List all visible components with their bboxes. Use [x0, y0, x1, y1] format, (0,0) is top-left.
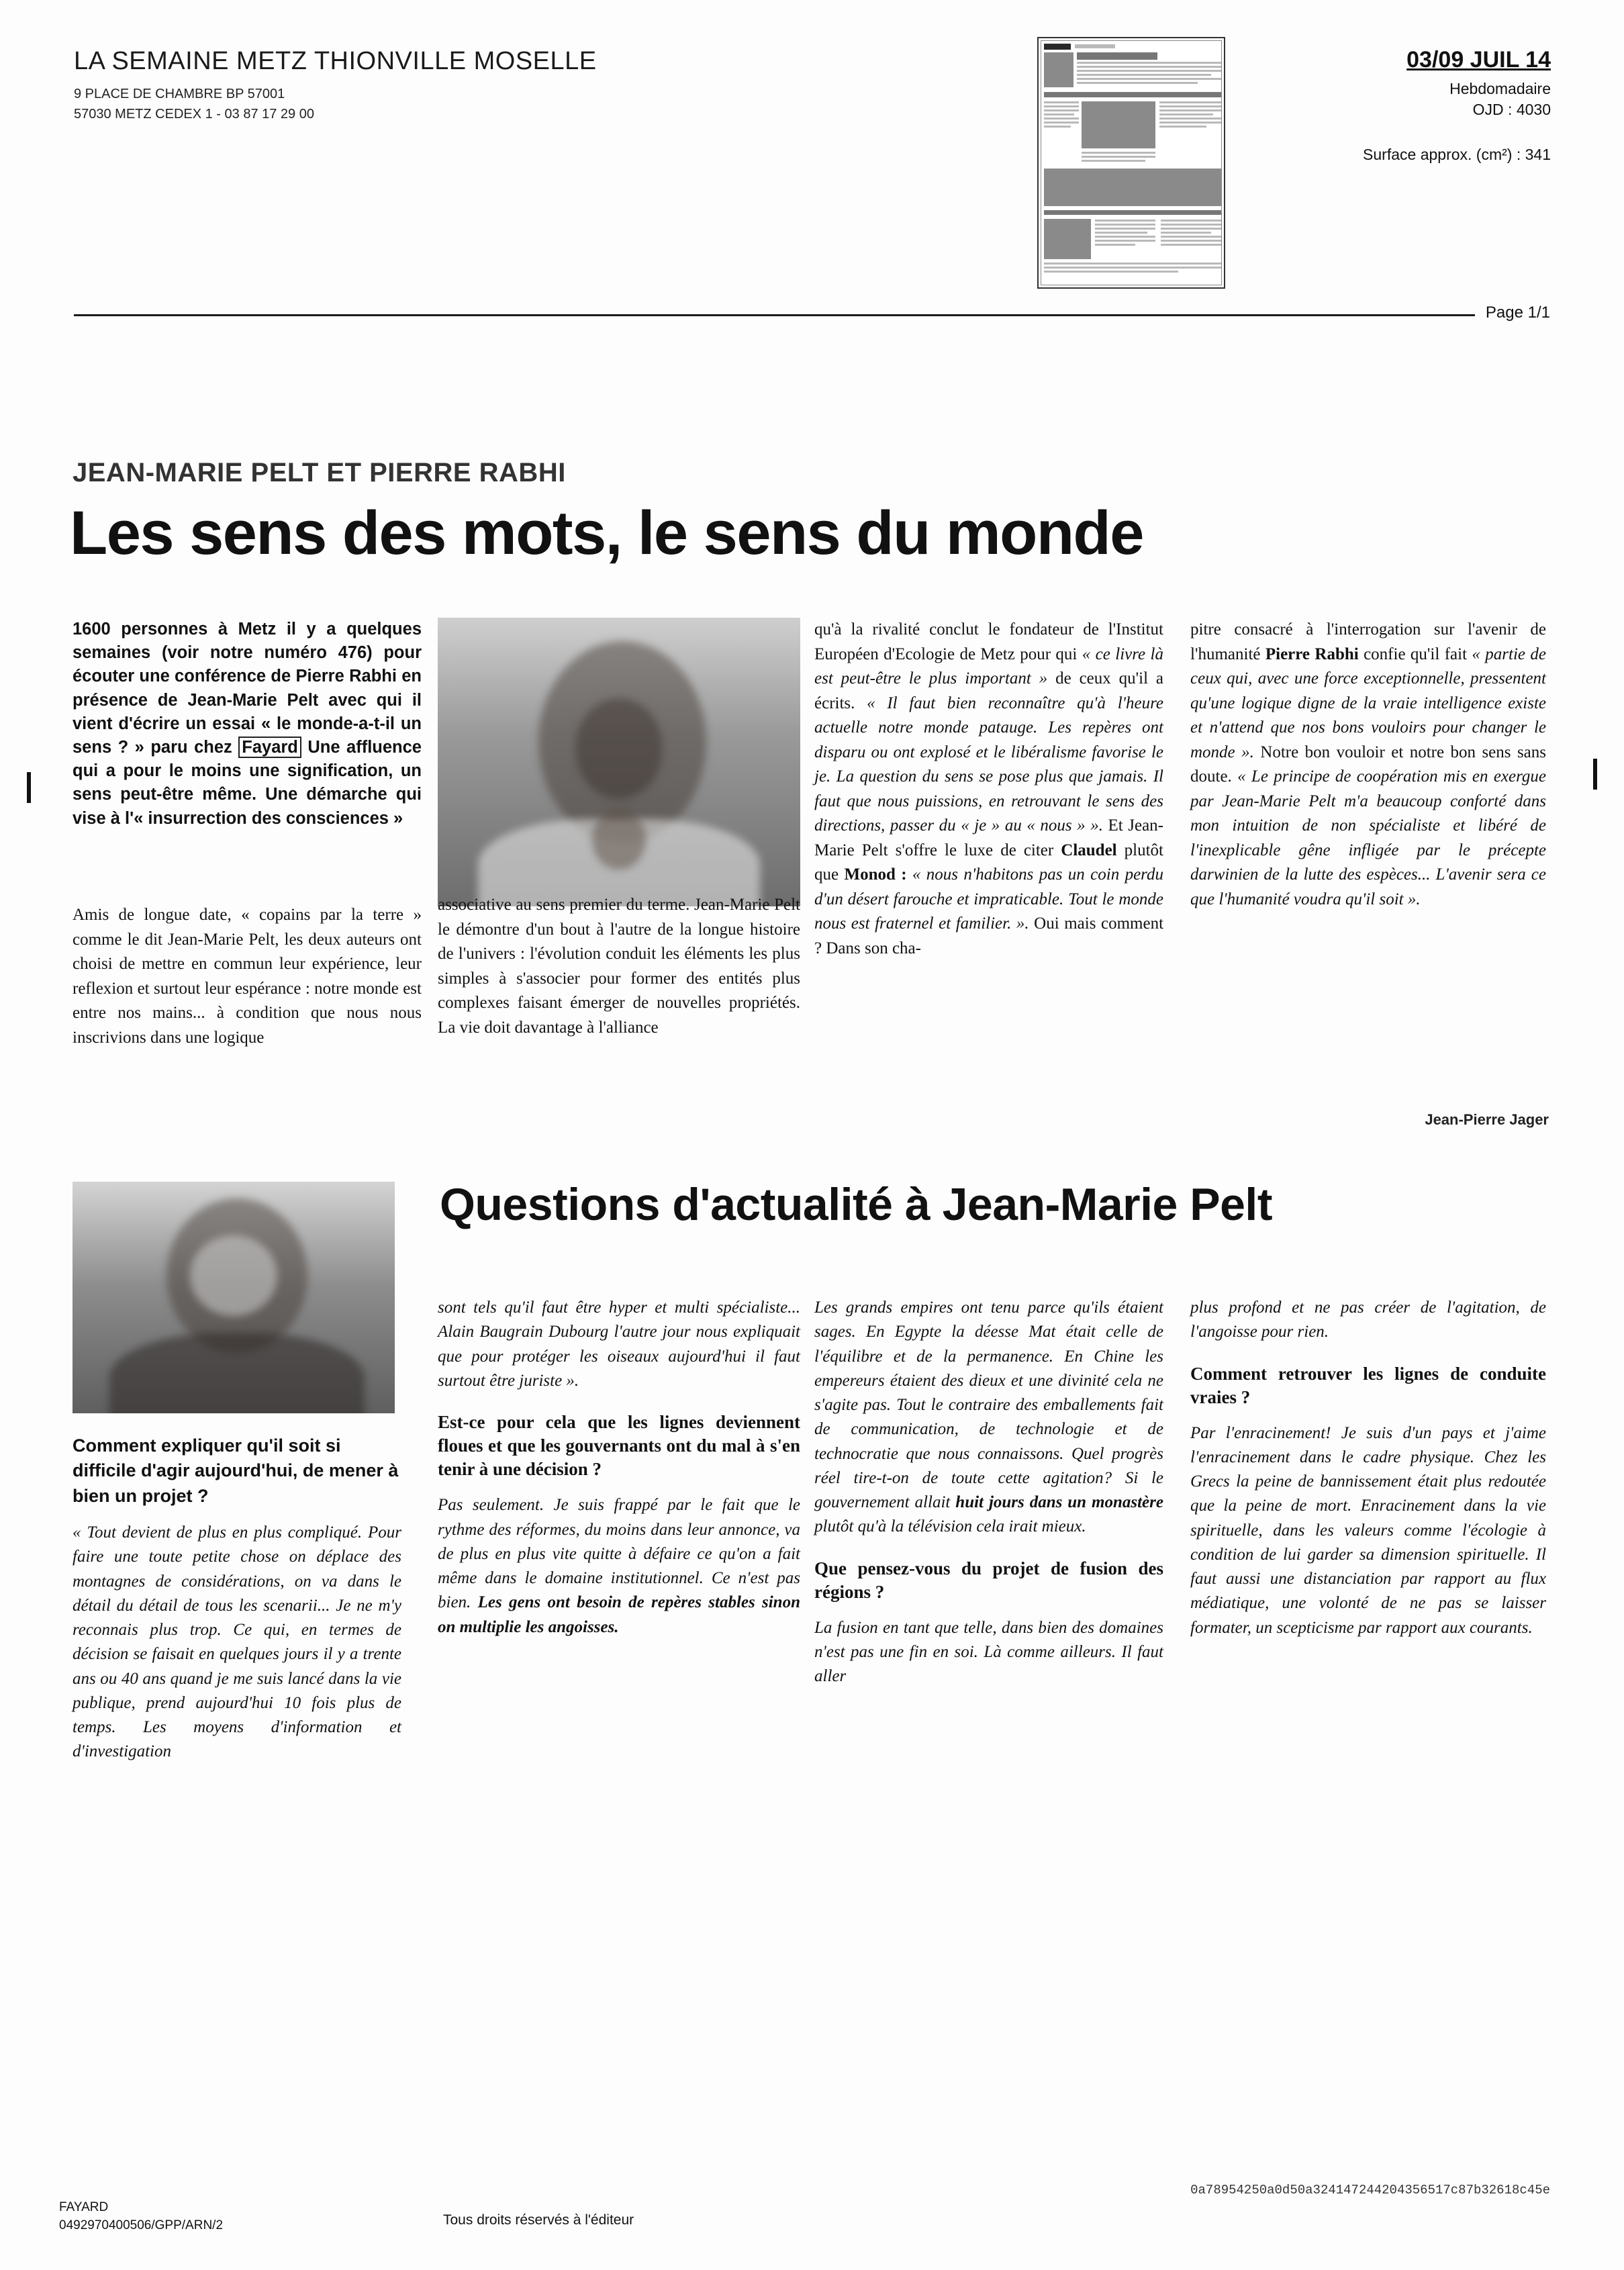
c4-quote-2: « Le principe de coopération mis en exergue par Jean-Marie Pelt m'a beaucoup conforté dans mon intuition de non spécialiste et libéré de l'inexplicable gêne infligée par le précepte darwinien de la lutte des espèces... L'avenir sera ce que l'humanité voudra qu'il soit ».	[1190, 767, 1547, 908]
periodicity: Hebdomadaire	[1449, 80, 1551, 97]
c3-seg-1: qu'à la rivalité conclut le fondateur de l'Institut Européen d'Ecologie de Metz pour qui	[814, 620, 1163, 663]
footer-client-name: FAYARD	[59, 2200, 109, 2214]
lead-text-part-1: 1600 personnes à Metz il y a quelques semaines (voir notre numéro 476) pour écouter une conférence de Pierre Rabhi en présence de Jean-Marie Pelt avec qui il vient d'écrire un essai « le monde-a-t-il un sens ? » paru chez	[73, 620, 422, 757]
answer-3-part-1: La fusion en tant que telle, dans bien des domaines n'est pas une fin en soi. Là comme ailleurs. Il faut aller	[814, 1618, 1163, 1686]
interview-question-4: Comment retrouver les lignes de conduite vraies ?	[1190, 1363, 1546, 1407]
c4-seg-2: confie qu'il fait	[1358, 645, 1472, 663]
article-byline: Jean-Pierre Jager	[1425, 1111, 1549, 1128]
answer-2-part-3: plutôt qu'à la télévision cela irait mieux.	[814, 1517, 1086, 1536]
lead-highlight-publisher: Fayard	[238, 737, 301, 758]
c4-name-rabhi: Pierre Rabhi	[1265, 645, 1359, 663]
interview-headline: Questions d'actualité à Jean-Marie Pelt	[440, 1179, 1272, 1230]
c4-seg-1: pitre consacré à l'interrogation sur l'avenir de l'humanité	[1190, 620, 1546, 663]
press-clipping-header	[74, 47, 1551, 163]
page-indicator: Page 1/1	[1475, 303, 1550, 322]
c3-seg-5: Oui mais comment ? Dans son cha-	[814, 914, 1164, 957]
interview-column-3	[814, 1296, 1163, 1689]
c4-quote-1: « partie de ceux qui, avec une force exceptionnelle, pressentent qu'une logique digne de la vraie intelligence existe et n'attend que nos bons vouloirs pour changer le monde ».	[1190, 645, 1546, 761]
answer-1-cont: sont tels qu'il faut être hyper et multi spécialiste... Alain Baugrain Dubourg l'autre jour nous expliquait que pour protéger les oiseaux aujourd'hui il faut surtout être juriste ».	[438, 1298, 800, 1390]
interview-column-1: « Tout devient de plus en plus compliqué. Pour faire une toute petite chose on déplace des montagnes de considérations, on va dans le détail du détail de tous les scenarii... Je ne m'y reconnais plus trop. Ce qui, en termes de décision se faisait en quelques jours il y a trente ans ou 40 ans quand je me suis lancé dans la vie publique, prend aujourd'hui 10 fois plus de temps. Les moyens d'information et d'investigation	[73, 1523, 401, 1761]
page-thumbnail	[1037, 37, 1225, 289]
interview-question-2: Est-ce pour cela que les lignes deviennent floues et que les gouvernants ont du mal à s'en tenir à une décision ?	[438, 1412, 800, 1480]
answer-2-emphasis-2: huit jours dans un monastère	[955, 1493, 1163, 1511]
address-line-1: 9 PLACE DE CHAMBRE BP 57001	[74, 87, 285, 101]
page-thumbnail-content	[1041, 40, 1222, 285]
interview-question-1: Comment expliquer qu'il soit si difficile d'agir aujourd'hui, de mener à bien un projet ?	[73, 1435, 399, 1506]
photo-pierre-rabhi	[438, 618, 800, 906]
header-meta	[1175, 47, 1551, 164]
publication-name: LA SEMAINE METZ THIONVILLE MOSELLE	[74, 47, 597, 75]
c3-name-claudel: Claudel	[1061, 841, 1117, 859]
article-column-4-body	[1190, 618, 1546, 912]
crop-tick-right	[1593, 759, 1597, 790]
address-line-2: 57030 METZ CEDEX 1 - 03 87 17 29 00	[74, 107, 314, 122]
answer-3-part-2: plus profond et ne pas créer de l'agitation, de l'angoisse pour rien.	[1190, 1298, 1546, 1341]
c3-quote-3: « nous n'habitons pas un coin perdu d'un désert farouche et impraticable. Tout le monde nous est fraternel et familier. ».	[814, 865, 1163, 933]
interview-column-4	[1190, 1296, 1546, 1640]
issue-date: 03/09 JUIL 14	[1406, 47, 1551, 73]
answer-2-part-1: Pas seulement. Je suis frappé par le fait que le rythme des réformes, du moins dans leur annonce, va de plus en plus vite quitte à défaire ce qu'on a fait même dans le domaine institutionnel. Ce n'est pas bien.	[438, 1496, 800, 1612]
interview-column-2	[438, 1296, 800, 1640]
answer-2-part-2: Les grands empires ont tenu parce qu'ils étaient sages. En Egypte la déesse Mat était celle de l'équilibre et de la permanence. En Chine les empereurs étaient des dieux et une divinité cela ne s'agite pas. Tout le contraire des emballements fait de communication, de technologie et de technocratie que nous connaissons. Quel progrès réel tire-t-on de toute cette agitation? Si le gouvernement allait	[814, 1298, 1163, 1511]
answer-4: Par l'enracinement! Je suis d'un pays et j'aime l'enracinement dans le cadre physique. Chez les Grecs la peine de bannissement était plus redoutée que la peine de mort. Enracinement dans la vie spirituelle, dans les valeurs comme l'écologie à condition de lui garder sa dimension spirituelle. Il faut aussi une distanciation par rapport au flux médiatique, une volonté de ne pas se laisser formater, un scepticisme par rapport aux courants.	[1190, 1423, 1546, 1637]
footer-rights: Tous droits réservés à l'éditeur	[443, 2212, 634, 2228]
article-headline: Les sens des mots, le sens du monde	[70, 499, 1143, 567]
interview-question-3: Que pensez-vous du projet de fusion des régions ?	[814, 1558, 1163, 1602]
footer-client-block	[59, 2198, 223, 2235]
c3-seg-2: de ceux qu'il a écrits.	[814, 669, 1163, 712]
c3-quote-1: « ce livre là est peut-être le plus important »	[814, 645, 1163, 688]
c3-name-monod: Monod :	[844, 865, 907, 884]
ojd-circulation: OJD : 4030	[1472, 101, 1551, 118]
c3-quote-2: « Il faut bien reconnaître qu'à l'heure actuelle notre monde patauge. Les repères ont disparu ou ont explosé et le libéralisme favorise le je. La question du sens se pose plus que jamais. Il faut que nous puissions, en retrouvant le sens des directions, passer du « je » au « nous » ».	[814, 694, 1164, 835]
article-kicker: JEAN-MARIE PELT ET PIERRE RABHI	[73, 458, 566, 487]
footer-hash: 0a78954250a0d50a324147244204356517c87b32618c45e	[1190, 2183, 1550, 2197]
c3-seg-3: Et Jean-Marie Pelt s'offre le luxe de citer	[814, 816, 1163, 859]
lead-text-part-2: Une affluence qui a pour le moins une signification, un sens peut-être même. Une démarche qui vise à l'« insurrection des consciences »	[73, 737, 422, 828]
c4-seg-3: Notre bon vouloir et notre bon sens sans doute.	[1190, 743, 1546, 786]
surface-area: Surface approx. (cm²) : 341	[1363, 146, 1551, 163]
article-lead	[73, 618, 422, 831]
article-column-3-body	[814, 618, 1163, 961]
crop-tick-left	[27, 772, 31, 803]
article-column-2-body: associative au sens premier du terme. Jean-Marie Pelt le démontre d'un bout à l'autre de la longue histoire de l'univers : l'évolution conduit les éléments les plus simples à s'associer pour former des entités plus complexes faisant émerger de nouvelles propriétés. La vie doit davantage à l'alliance	[438, 896, 800, 1037]
c3-seg-4: plutôt que	[814, 841, 1163, 884]
footer-reference: 0492970400506/GPP/ARN/2	[59, 2218, 224, 2233]
photo-jean-marie-pelt	[73, 1182, 395, 1413]
header-divider	[74, 314, 1480, 316]
answer-2-emphasis-1: Les gens ont besoin de repères stables sinon on multiplie les angoisses.	[438, 1593, 800, 1636]
article-column-1-body: Amis de longue date, « copains par la terre » comme le dit Jean-Marie Pelt, les deux auteurs ont choisi de mettre en commun leur expérience, leur reflexion et surtout leur espérance : notre monde est entre nos mains... à condition que nous nous inscrivions dans une logique	[73, 906, 422, 1047]
